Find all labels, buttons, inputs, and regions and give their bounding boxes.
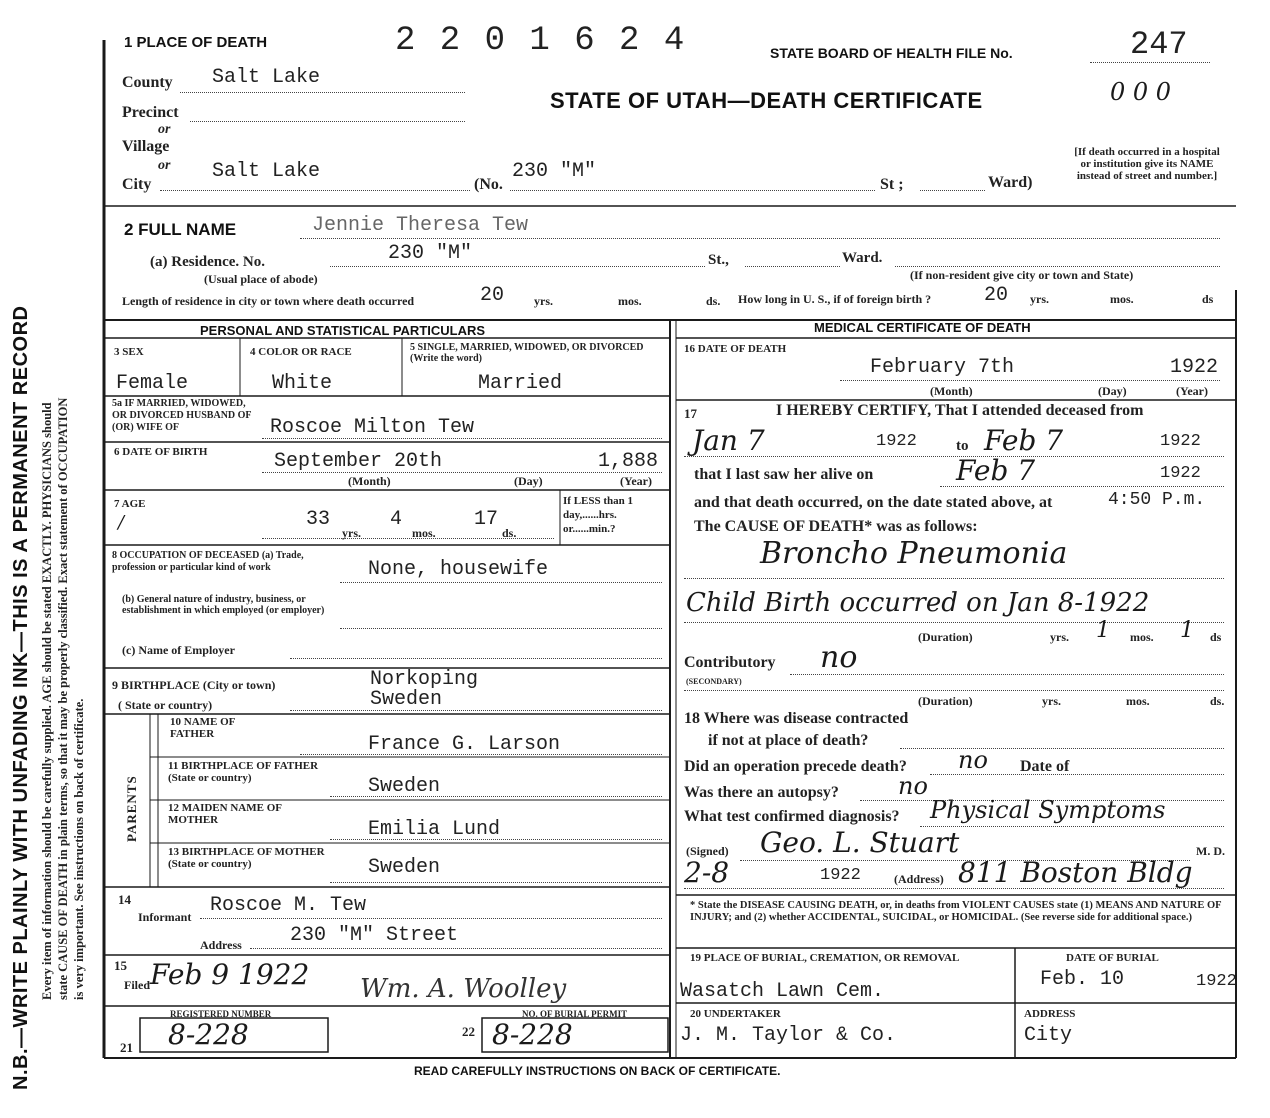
full-name-line	[300, 238, 1220, 239]
medical-section-header: MEDICAL CERTIFICATE OF DEATH	[814, 320, 1031, 335]
cause-primary: Broncho Pneumonia	[760, 536, 1068, 571]
mother-line	[330, 839, 662, 840]
where-contracted-label: 18 Where was disease contracted	[684, 710, 909, 727]
operation-line	[930, 774, 1224, 775]
cause-footnote: * State the DISEASE CAUSING DEATH, or, in deaths from VIOLENT CAUSES state (1) MEANS AND NATURE OF INJURY; and (2) whether ACCIDENTAL, SUICIDAL, or HOMICIDAL. (See reverse side for additional space.)	[690, 900, 1222, 923]
filed-label: Filed	[124, 978, 150, 992]
father-value: France G. Larson	[368, 733, 561, 756]
residence-ward-label: Ward.	[842, 250, 883, 266]
cause-duration-label: (Duration)	[918, 630, 973, 644]
operation-label: Did an operation precede death?	[684, 758, 907, 775]
industry-label: (b) General nature of industry, business, or establishment in which employed (or employer)	[122, 594, 325, 616]
cause-dur-yrs-label: yrs.	[1050, 630, 1069, 644]
undertaker-value: J. M. Taylor & Co.	[680, 1024, 897, 1047]
occupation-label: 8 OCCUPATION OF DECEASED (a) Trade, profession or particular kind of work	[112, 550, 304, 573]
md-label: M. D.	[1196, 844, 1225, 858]
dob-day-label: (Day)	[514, 474, 543, 488]
contributory-mos-label: mos.	[1126, 694, 1150, 708]
date-of-death-line	[840, 380, 1220, 381]
burial-year: 1922	[1196, 972, 1237, 991]
filed-date: Feb 9 1922	[150, 958, 310, 991]
cause-dur-ds: 1	[1180, 618, 1194, 643]
mother-bp-line	[330, 882, 662, 883]
signed-address-line	[684, 888, 1224, 889]
city-value: Salt Lake	[212, 160, 321, 183]
city-line	[160, 190, 470, 191]
place-ward-label: Ward)	[988, 174, 1033, 191]
spouse-label: 5a IF MARRIED, WIDOWED, OR DIVORCED HUSBAND OF (OR) WIFE OF	[112, 398, 252, 433]
signed-address-value: 811 Boston Bldg	[958, 856, 1193, 889]
informant-address-value: 230 "M" Street	[290, 924, 459, 947]
attended-from-year: 1922	[876, 432, 917, 451]
length-residence-years: 20	[480, 284, 505, 307]
margin-scribble: 0 0 0	[1110, 78, 1172, 106]
precinct-label: Precinct	[122, 104, 179, 121]
hospital-note: [If death occurred in a hospital or institution give its NAME instead of street and number.]	[1074, 146, 1220, 182]
father-birthplace-value: Sweden	[368, 775, 441, 798]
undertaker-label: 20 UNDERTAKER	[690, 1008, 781, 1020]
city-label: City	[122, 176, 152, 193]
burial-date-value: Feb. 10	[1040, 968, 1125, 991]
father-line	[300, 754, 662, 755]
burial-place-value: Wasatch Lawn Cem.	[680, 980, 885, 1003]
cause-line-1	[684, 578, 1224, 579]
dob-month-label: (Month)	[348, 474, 391, 488]
certify-text: I HEREBY CERTIFY, That I attended deceased from	[776, 402, 1144, 419]
father-label: 10 NAME OF FATHER	[170, 716, 235, 740]
age-ds-label: ds.	[502, 526, 517, 540]
registered-number-value: 8-228	[168, 1018, 249, 1051]
certificate-number: 2 2 0 1 6 2 4	[395, 22, 687, 60]
birth-state-label: ( State or country)	[118, 698, 213, 712]
spouse-value: Roscoe Milton Tew	[270, 416, 475, 439]
test-confirmed-value: Physical Symptoms	[930, 796, 1166, 824]
burial-date-label: DATE OF BURIAL	[1066, 952, 1159, 964]
or-label-2: or	[158, 158, 171, 173]
death-month-label: (Month)	[930, 384, 973, 398]
cause-of-death-label: The CAUSE OF DEATH* was as follows:	[694, 518, 978, 535]
informant-address-line	[250, 948, 662, 949]
color-value: White	[272, 372, 333, 395]
spouse-line	[262, 438, 662, 439]
last-saw-label: that I last saw her alive on	[694, 466, 874, 483]
length-mos-label: mos.	[618, 294, 642, 308]
contributory-line	[790, 674, 1224, 675]
file-number-line	[1090, 62, 1210, 63]
dob-value: September 20th	[274, 450, 443, 473]
place-no-line	[510, 190, 875, 191]
birth-country: Sweden	[370, 688, 443, 711]
age-yrs-label: yrs.	[342, 526, 361, 540]
us-years-value: 20	[984, 284, 1009, 307]
age-mark: /	[118, 512, 125, 533]
age-years: 33	[306, 508, 331, 531]
undertaker-address-label: ADDRESS	[1024, 1008, 1076, 1020]
informant-address-label: Address	[200, 938, 242, 952]
certificate-title: STATE OF UTAH—DEATH CERTIFICATE	[550, 88, 983, 113]
mother-label: 12 MAIDEN NAME OF MOTHER	[168, 802, 282, 826]
mother-value: Emilia Lund	[368, 818, 501, 841]
length-yrs-label: yrs.	[534, 294, 553, 308]
or-label-1: or	[158, 122, 171, 137]
test-confirmed-label: What test confirmed diagnosis?	[684, 808, 900, 825]
registrar-signature: Wm. A. Woolley	[360, 974, 567, 1004]
registered-number-prefix: 21	[120, 1040, 133, 1055]
death-year-label: (Year)	[1176, 384, 1208, 398]
contributory-line-2	[684, 690, 1224, 691]
signed-date: 2-8	[684, 856, 730, 889]
signed-address-label: (Address)	[894, 872, 944, 886]
marital-value: Married	[478, 372, 563, 395]
operation-value: no	[958, 746, 988, 774]
cause-secondary: Child Birth occurred on Jan 8-1922	[686, 588, 1150, 618]
age-days: 17	[474, 508, 499, 531]
informant-value: Roscoe M. Tew	[210, 894, 367, 917]
file-number: 247	[1130, 26, 1188, 63]
sex-label: 3 SEX	[114, 346, 144, 358]
test-line	[920, 826, 1224, 827]
footer-instructions: READ CAREFULLY INSTRUCTIONS ON BACK OF CERTIFICATE.	[414, 1064, 781, 1078]
burial-permit-prefix: 22	[462, 1024, 475, 1039]
contributory-yrs-label: yrs.	[1042, 694, 1061, 708]
marital-label: 5 SINGLE, MARRIED, WIDOWED, OR DIVORCED (Write the word)	[410, 342, 644, 364]
father-bp-line	[330, 796, 662, 797]
attended-to-year: 1922	[1160, 432, 1201, 451]
date-of-death-year: 1922	[1170, 356, 1219, 379]
margin-instruction-line2: state CAUSE OF DEATH in plain terms, so that it may be properly classified. Exact statement of OCCUPATION	[56, 397, 70, 1000]
operation-date-label: Date of	[1020, 758, 1070, 775]
mother-birthplace-label: 13 BIRTHPLACE OF MOTHER (State or country)	[168, 846, 325, 870]
cause-dur-ds-label: ds	[1210, 630, 1222, 644]
to-label: to	[956, 438, 969, 454]
full-name-label: 2 FULL NAME	[124, 220, 237, 239]
dob-line	[262, 472, 662, 473]
dob-year-label: (Year)	[620, 474, 652, 488]
non-resident-note: (If non-resident give city or town and State)	[910, 268, 1134, 282]
autopsy-value: no	[898, 772, 928, 800]
registered-number-label: REGISTERED NUMBER	[170, 1009, 272, 1019]
last-saw-value: Feb 7	[956, 454, 1036, 487]
residence-line	[330, 266, 705, 267]
certify-number: 17	[684, 406, 697, 421]
personal-section-header: PERSONAL AND STATISTICAL PARTICULARS	[200, 323, 486, 338]
residence-label: (a) Residence. No.	[150, 254, 265, 270]
less-than-day-label: If LESS than 1 day,......hrs. or......min.?	[563, 495, 634, 535]
filed-number: 15	[114, 958, 127, 973]
occupation-value: None, housewife	[368, 558, 549, 581]
residence-ward-line	[745, 266, 840, 267]
undertaker-address-value: City	[1024, 1024, 1073, 1047]
color-label: 4 COLOR OR RACE	[250, 346, 352, 358]
place-ward-line	[920, 190, 985, 191]
death-day-label: (Day)	[1098, 384, 1127, 398]
us-yrs-label: yrs.	[1030, 292, 1049, 306]
residence-no-value: 230 "M"	[388, 242, 473, 265]
village-label: Village	[122, 138, 170, 155]
physician-signature: Geo. L. Stuart	[760, 826, 960, 859]
county-value: Salt Lake	[212, 66, 321, 89]
full-name-value: Jennie Theresa Tew	[312, 214, 529, 237]
informant-number: 14	[118, 892, 131, 907]
cause-line-2	[684, 622, 1224, 623]
death-time: 4:50 P.m.	[1108, 490, 1206, 510]
last-saw-year: 1922	[1160, 464, 1201, 483]
age-months: 4	[390, 508, 403, 531]
employer-line	[290, 658, 662, 659]
contributory-value: no	[820, 640, 858, 675]
age-label: 7 AGE	[114, 498, 146, 510]
date-of-death-label: 16 DATE OF DEATH	[684, 343, 787, 355]
attended-to: Feb 7	[984, 424, 1064, 457]
length-residence-label: Length of residence in city or town where death occurred	[122, 294, 415, 308]
place-st-label: St ;	[880, 176, 904, 193]
margin-instruction-line1: Every item of information should be carefully supplied. AGE should be stated EXACTLY. PHYSICIANS should	[40, 402, 54, 1000]
burial-permit-value: 8-228	[492, 1018, 573, 1051]
margin-permanent-record: N.B.—WRITE PLAINLY WITH UNFADING INK—THIS IS A PERMANENT RECORD	[10, 305, 32, 1090]
where-contracted-sub-label: if not at place of death?	[708, 732, 869, 749]
attended-line	[684, 456, 1224, 457]
birthplace-label: 9 BIRTHPLACE (City or town)	[112, 678, 276, 692]
age-line	[262, 538, 554, 539]
residence-ward-rest-line	[895, 266, 1220, 267]
employer-label: (c) Name of Employer	[122, 643, 235, 657]
place-of-death-label: 1 PLACE OF DEATH	[124, 34, 268, 51]
birth-city: Norkoping	[370, 668, 479, 691]
dob-label: 6 DATE OF BIRTH	[114, 446, 208, 458]
precinct-line	[190, 121, 465, 122]
cause-dur-mos: 1	[1096, 618, 1110, 643]
age-mos-label: mos.	[412, 526, 436, 540]
how-long-us-label: How long in U. S., if of foreign birth ?	[738, 292, 932, 306]
burial-permit-label: NO. OF BURIAL PERMIT	[522, 1009, 628, 1019]
contributory-label: Contributory	[684, 654, 776, 671]
dob-year: 1,888	[598, 450, 659, 473]
father-birthplace-label: 11 BIRTHPLACE OF FATHER (State or country)	[168, 760, 319, 784]
burial-place-label: 19 PLACE OF BURIAL, CREMATION, OR REMOVAL	[690, 952, 960, 964]
margin-instruction-line3: is very important. See instructions on back of certificate.	[72, 698, 86, 1000]
county-label: County	[122, 74, 173, 91]
contributory-ds-label: ds.	[1210, 694, 1225, 708]
county-line	[180, 92, 465, 93]
board-file-label: STATE BOARD OF HEALTH FILE No.	[770, 45, 1013, 61]
signed-year: 1922	[820, 866, 861, 885]
informant-line	[200, 918, 662, 919]
cause-dur-mos-label: mos.	[1130, 630, 1154, 644]
secondary-label: (SECONDARY)	[686, 677, 742, 686]
industry-line	[340, 628, 662, 629]
us-mos-label: mos.	[1110, 292, 1134, 306]
date-of-death-value: February 7th	[870, 356, 1015, 379]
signed-label: (Signed)	[686, 844, 729, 858]
contributory-duration-label: (Duration)	[918, 694, 973, 708]
place-no-label: (No.	[474, 176, 503, 193]
residence-st-label: St.,	[708, 252, 729, 268]
autopsy-label: Was there an autopsy?	[684, 784, 839, 801]
parents-label: PARENTS	[124, 775, 139, 842]
sex-value: Female	[116, 372, 189, 395]
occupation-line	[340, 582, 662, 583]
place-no-value: 230 "M"	[512, 160, 597, 183]
us-ds-label: ds	[1202, 292, 1214, 306]
birth-line	[290, 710, 662, 711]
death-occurred-label: and that death occurred, on the date stated above, at	[694, 494, 1053, 511]
informant-label: Informant	[138, 910, 192, 924]
where-contracted-line	[900, 748, 1224, 749]
attended-from: Jan 7	[692, 424, 765, 457]
last-saw-line	[940, 486, 1224, 487]
length-ds-label: ds.	[706, 294, 721, 308]
mother-birthplace-value: Sweden	[368, 856, 441, 879]
usual-abode-label: (Usual place of abode)	[204, 272, 318, 286]
